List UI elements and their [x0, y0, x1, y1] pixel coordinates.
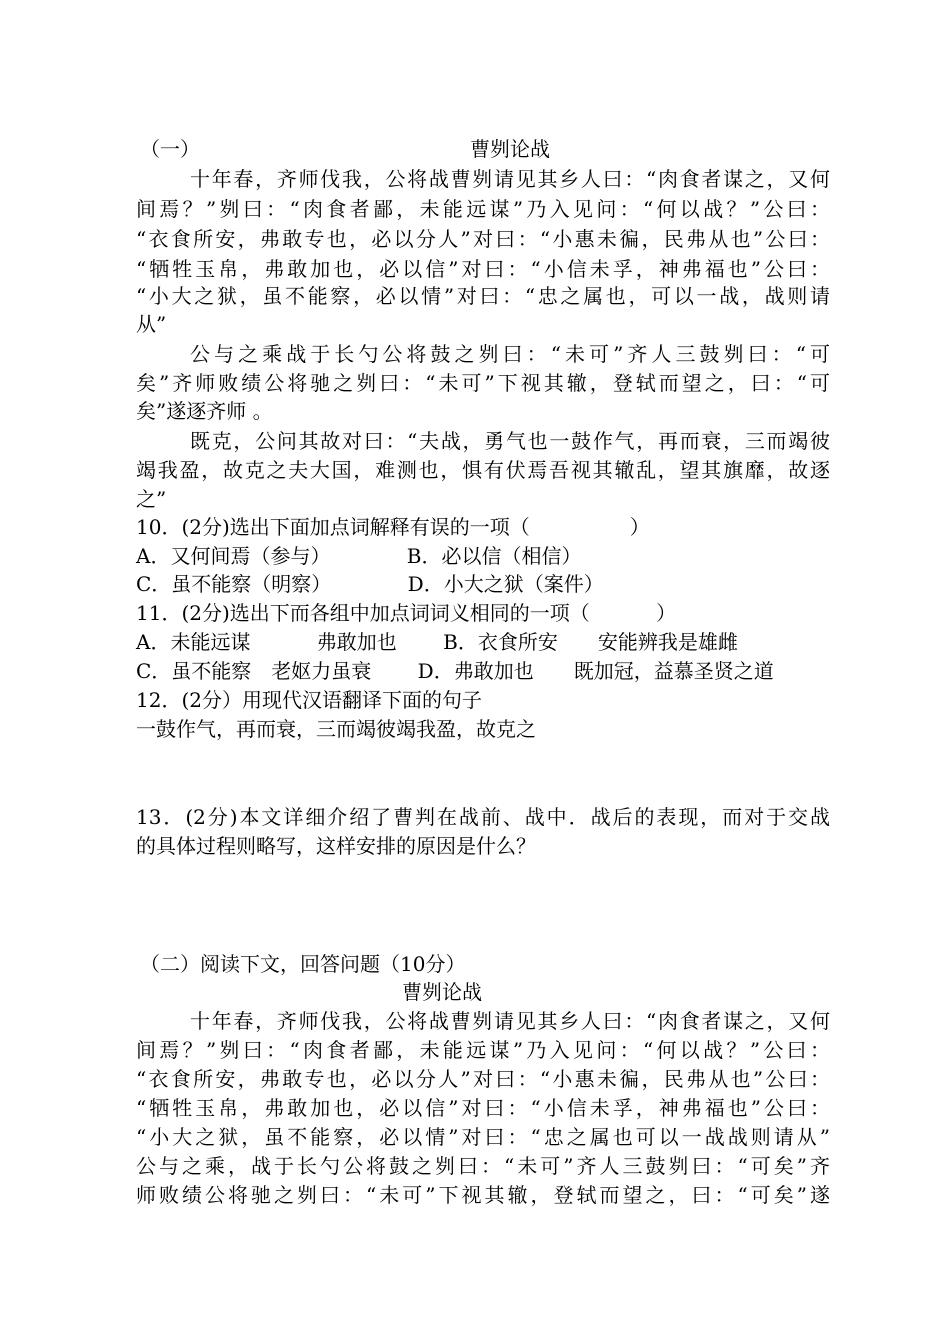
- question-13-continued: 的具体过程则略写，这样安排的原因是什么？: [136, 834, 536, 858]
- passage-line: 公与之乘，战于长勺公将鼓之刿曰：“未可”齐人三鼓刿曰：“可矣”齐: [136, 1154, 830, 1178]
- passage-line: “衣食所安，弗敢专也，必以分人”对曰：“小惠未徧，民弗从也”公曰：: [136, 1067, 830, 1091]
- passage-line: 之”: [136, 487, 167, 511]
- question-10: 10．(2分)选出下面加点词解释有误的一项（ ）: [136, 515, 650, 539]
- passage-line: 师败绩公将驰之刿曰：“未可”下视其辙，登轼而望之，曰：“可矣”遂: [136, 1183, 830, 1207]
- passage-line: 间焉？”刿曰：“肉食者鄙，未能远谋”乃入见问：“何以战？”公曰：: [136, 197, 830, 221]
- section-1-title: 曹刿论战: [470, 137, 550, 161]
- passage-line: 公与之乘战于长勺公将鼓之刿曰：“未可”齐人三鼓刿曰：“可: [190, 342, 830, 366]
- question-11: 11．(2分)选出下而各组中加点词词义相同的一项（ ）: [136, 601, 677, 625]
- passage-line: “衣食所安，弗敢专也，必以分人”对曰：“小惠未徧，民弗从也”公曰：: [136, 227, 830, 251]
- question-12: 12．(2分）用现代汉语翻译下面的句子: [136, 688, 482, 712]
- passage-line: “牺牲玉帛，弗敢加也，必以信”对曰：“小信未孚，神弗福也”公曰：: [136, 1096, 830, 1120]
- section-2-label: （二）阅读下文，回答问题（10分）: [140, 952, 466, 976]
- passage-line: 间焉？”刿曰：“肉食者鄙，未能远谋”乃入见问：“何以战？”公曰：: [136, 1038, 830, 1062]
- section-2-title: 曹刿论战: [402, 980, 482, 1004]
- section-1-label: （一）: [140, 137, 200, 161]
- passage-line: 竭我盈，故克之夫大国，难测也，惧有伏焉吾视其辙乱，望其旗靡，故逐: [136, 458, 830, 482]
- question-10-options-ab: A．又何间焉（参与） B．必以信（相信）: [136, 544, 582, 568]
- passage-line: “牺牲玉帛，弗敢加也，必以信”对曰：“小信未孚，神弗福也”公曰：: [136, 257, 830, 281]
- question-12-sentence: 一鼓作气，再而衰，三而竭彼竭我盈，故克之: [136, 717, 536, 741]
- question-11-options-cd: C．虽不能察 老妪力虽衰 D．弗敢加也 既加冠，益慕圣贤之道: [136, 659, 774, 683]
- question-10-options-cd: C．虽不能察（明察） D．小大之狱（案件）: [136, 572, 604, 596]
- question-11-options-ab: A．未能远谋 弗敢加也 B．衣食所安 安能辨我是雄雌: [136, 630, 738, 654]
- passage-line: “小大之狱，虽不能察，必以情”对曰：“忠之属也，可以一战，战则请: [136, 284, 830, 308]
- passage-line: 既克，公问其故对曰：“夫战，勇气也一鼓作气，再而衰，三而竭彼: [190, 429, 830, 453]
- passage-line: 矣”齐师败绩公将驰之刿曰：“未可”下视其辙，登轼而望之，曰：“可: [136, 371, 830, 395]
- passage-line: “小大之狱，虽不能察，必以情”对曰：“忠之属也可以一战战则请从”: [136, 1125, 830, 1149]
- passage-line: 十年春，齐师伐我，公将战曹刿请见其乡人曰：“肉食者谋之，又何: [190, 1009, 830, 1033]
- passage-line: 从”: [136, 312, 167, 336]
- passage-line: 十年春，齐师伐我，公将战曹刿请见其乡人曰：“肉食者谋之，又何: [190, 167, 830, 191]
- question-13: 13．(2分)本文详细介绍了曹判在战前、战中．战后的表现，而对于交战: [136, 805, 830, 829]
- passage-line: 矣”遂逐齐师 。: [136, 399, 273, 423]
